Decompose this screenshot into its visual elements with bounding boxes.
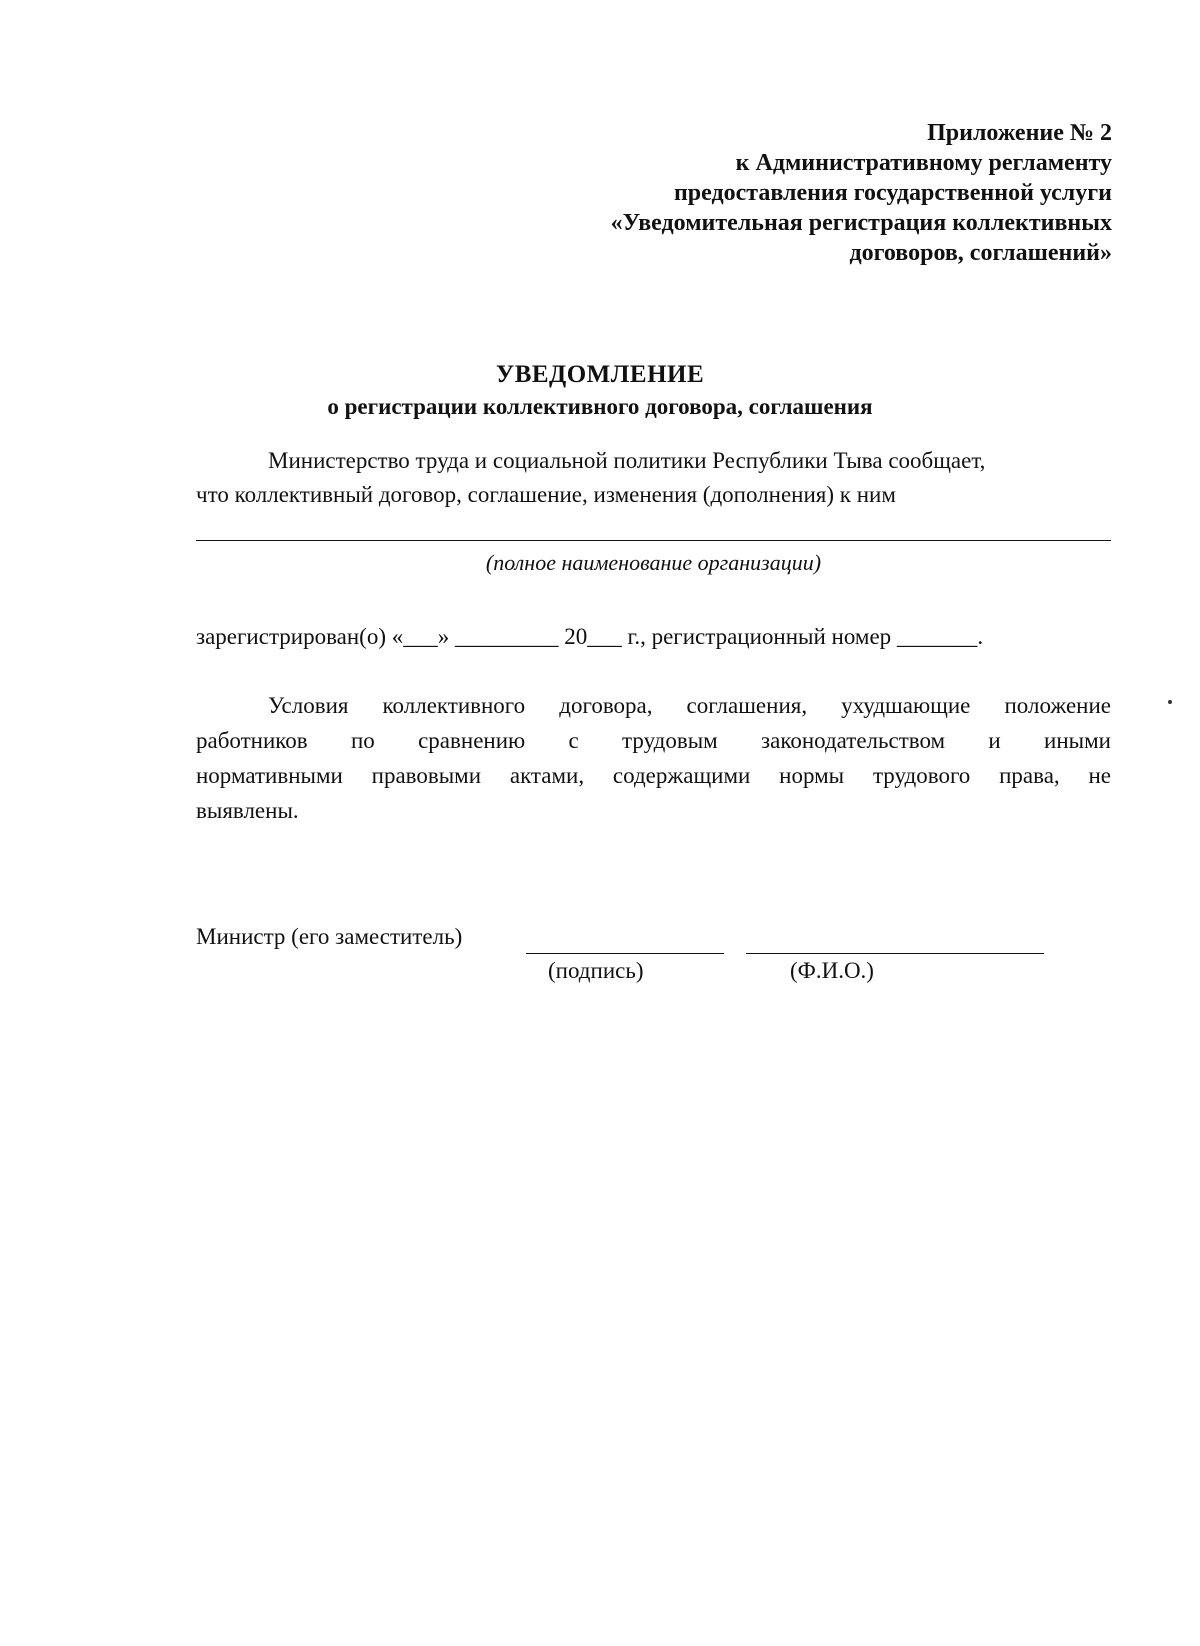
appendix-line-1: Приложение № 2 — [927, 120, 1112, 146]
signature-caption: (подпись) — [548, 958, 644, 983]
organization-name-blank — [196, 540, 1111, 541]
intro-line-2: что коллективный договор, соглашение, изменения (дополнения) к ним — [196, 482, 896, 507]
organization-caption: (полное наименование организации) — [485, 550, 822, 575]
full-name-caption: (Ф.И.О.) — [790, 958, 874, 983]
document-title: УВЕДОМЛЕНИЕ — [495, 361, 705, 388]
conditions-paragraph — [196, 688, 1111, 828]
scan-speck — [1168, 700, 1172, 704]
conditions-line-4: выявлены. — [196, 798, 299, 823]
appendix-line-2: к Административному регламенту — [735, 150, 1112, 176]
conditions-line-3: нормативными правовыми актами, содержащими нормы трудового права, не — [196, 763, 1111, 788]
registration-line: зарегистрирован(о) «___» _________ 20___ г., регистрационный номер _______. — [196, 624, 984, 649]
conditions-line-1: Условия коллективного договора, соглашения, ухудшающие положение — [268, 693, 1111, 718]
appendix-line-3: предоставления государственной услуги — [673, 180, 1112, 206]
intro-paragraph — [196, 444, 1111, 512]
conditions-line-2: работников по сравнению с трудовым законодательством и иными — [196, 728, 1111, 753]
signatory-role: Министр (его заместитель) — [196, 924, 463, 949]
document-subtitle: о регистрации коллективного договора, соглашения — [327, 394, 873, 419]
appendix-line-5: договоров, соглашений» — [849, 240, 1112, 266]
signature-row — [196, 920, 1096, 954]
appendix-line-4: «Уведомительная регистрация коллективных — [610, 210, 1112, 236]
full-name-blank — [746, 953, 1044, 954]
intro-line-1: Министерство труда и социальной политики Республики Тыва сообщает, — [268, 448, 986, 473]
signature-blank — [526, 953, 724, 954]
appendix-header — [492, 118, 1112, 268]
